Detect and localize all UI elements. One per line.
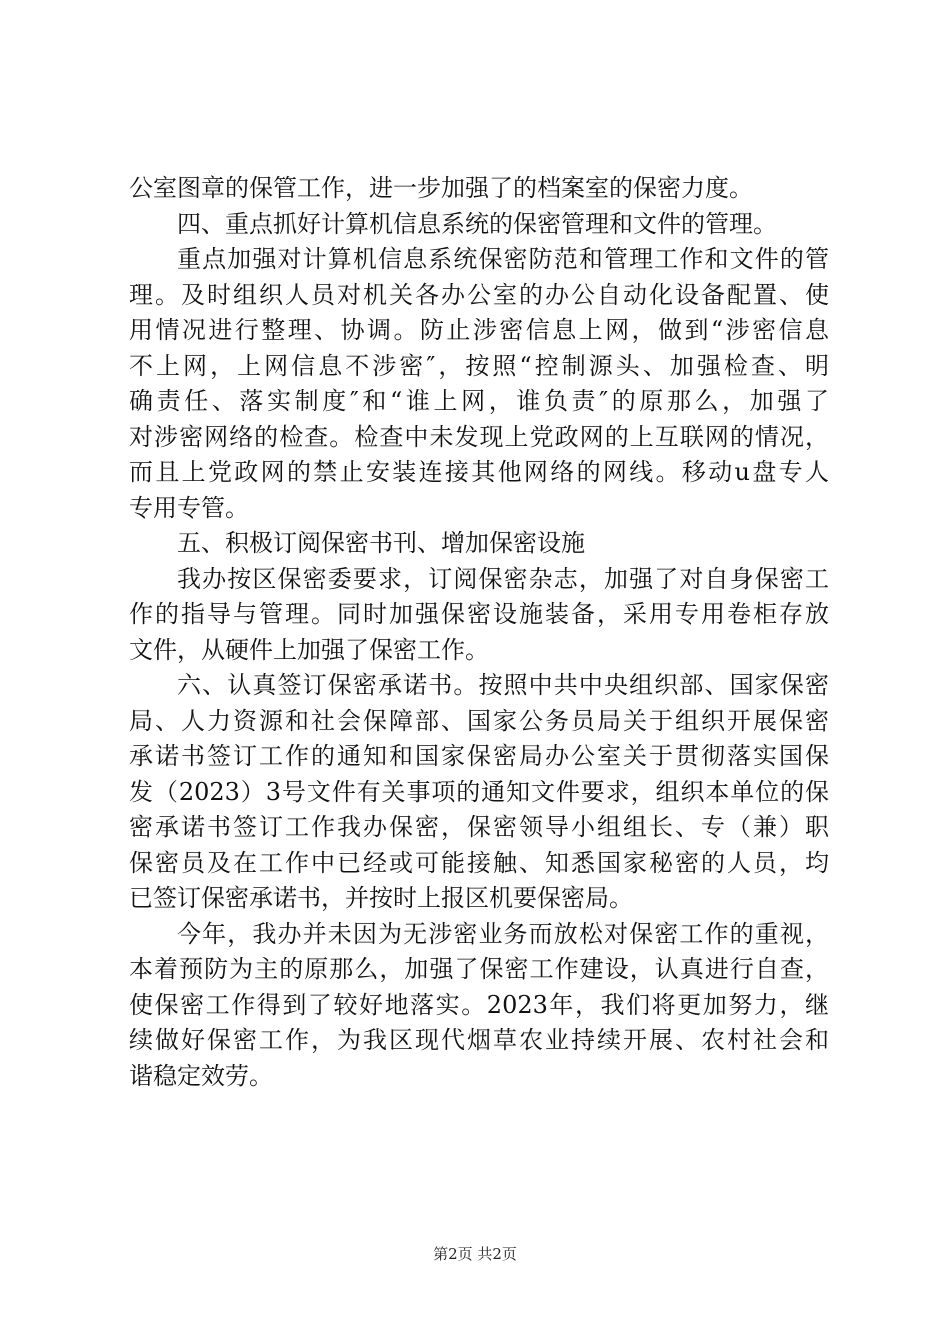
text-line: 保密员及在工作中已经或可能接触、知悉国家秘密的人员，均: [129, 848, 829, 877]
text-line: 重点加强对计算机信息系统保密防范和管理工作和文件的管: [177, 245, 829, 273]
text-line: 公室图章的保管工作，进一步加强了的档案室的保密力度。: [129, 174, 753, 202]
text-line: 而且上党政网的禁止安装连接其他网络的网线。移动u盘专人: [129, 458, 829, 486]
text-line: 使保密工作得到了较好地落实。2023年，我们将更加努力，继: [129, 990, 829, 1019]
text-line: 局、人力资源和社会保障部、国家公务员局关于组织开展保密: [129, 706, 829, 735]
text-line: 理。及时组织人员对机关各办公室的办公自动化设备配置、使: [129, 280, 829, 309]
text-line: 密承诺书签订工作我办保密，保密领导小组组长、专（兼）职: [129, 813, 829, 841]
document-body: [129, 171, 829, 1094]
text-line: 对涉密网络的检查。检查中未发现上党政网的上互联网的情况，: [129, 422, 829, 451]
text-line: 今年，我办并未因为无涉密业务而放松对保密工作的重视，: [177, 919, 829, 948]
heading-section-4: 四、重点抓好计算机信息系统的保密管理和文件的管理。: [177, 209, 777, 238]
text-line: 本着预防为主的原那么，加强了保密工作建设，认真进行自查，: [129, 955, 829, 983]
text-line: 发（2023）3号文件有关事项的通知文件要求，组织本单位的保: [129, 777, 829, 806]
text-line: 文件，从硬件上加强了保密工作。: [129, 635, 489, 664]
page-number-footer: 第2页 共2页: [433, 1245, 517, 1263]
text-line: 用情况进行整理、协调。防止涉密信息上网，做到“涉密信息: [129, 316, 829, 344]
text-line: 作的指导与管理。同时加强保密设施装备，采用专用卷柜存放: [129, 600, 829, 628]
heading-section-6: 六、认真签订保密承诺书。按照中共中央组织部、国家保密: [177, 671, 829, 699]
text-line: 谐稳定效劳。: [129, 1061, 273, 1090]
text-line: 我办按区保密委要求，订阅保密杂志，加强了对自身保密工: [177, 564, 829, 593]
text-line: 确责任、落实制度″和“谁上网，谁负责″的原那么，加强了: [129, 387, 829, 415]
text-line: 续做好保密工作，为我区现代烟草农业持续开展、农村社会和: [129, 1026, 829, 1054]
text-line: 承诺书签订工作的通知和国家保密局办公室关于贯彻落实国保: [129, 742, 829, 770]
heading-section-5: 五、积极订阅保密书刊、增加保密设施: [177, 529, 585, 557]
text-line: 专用专管。: [129, 493, 249, 522]
text-line: 不上网，上网信息不涉密″，按照“控制源头、加强检查、明: [129, 351, 829, 380]
text-line: 已签订保密承诺书，并按时上报区机要保密局。: [129, 884, 633, 912]
